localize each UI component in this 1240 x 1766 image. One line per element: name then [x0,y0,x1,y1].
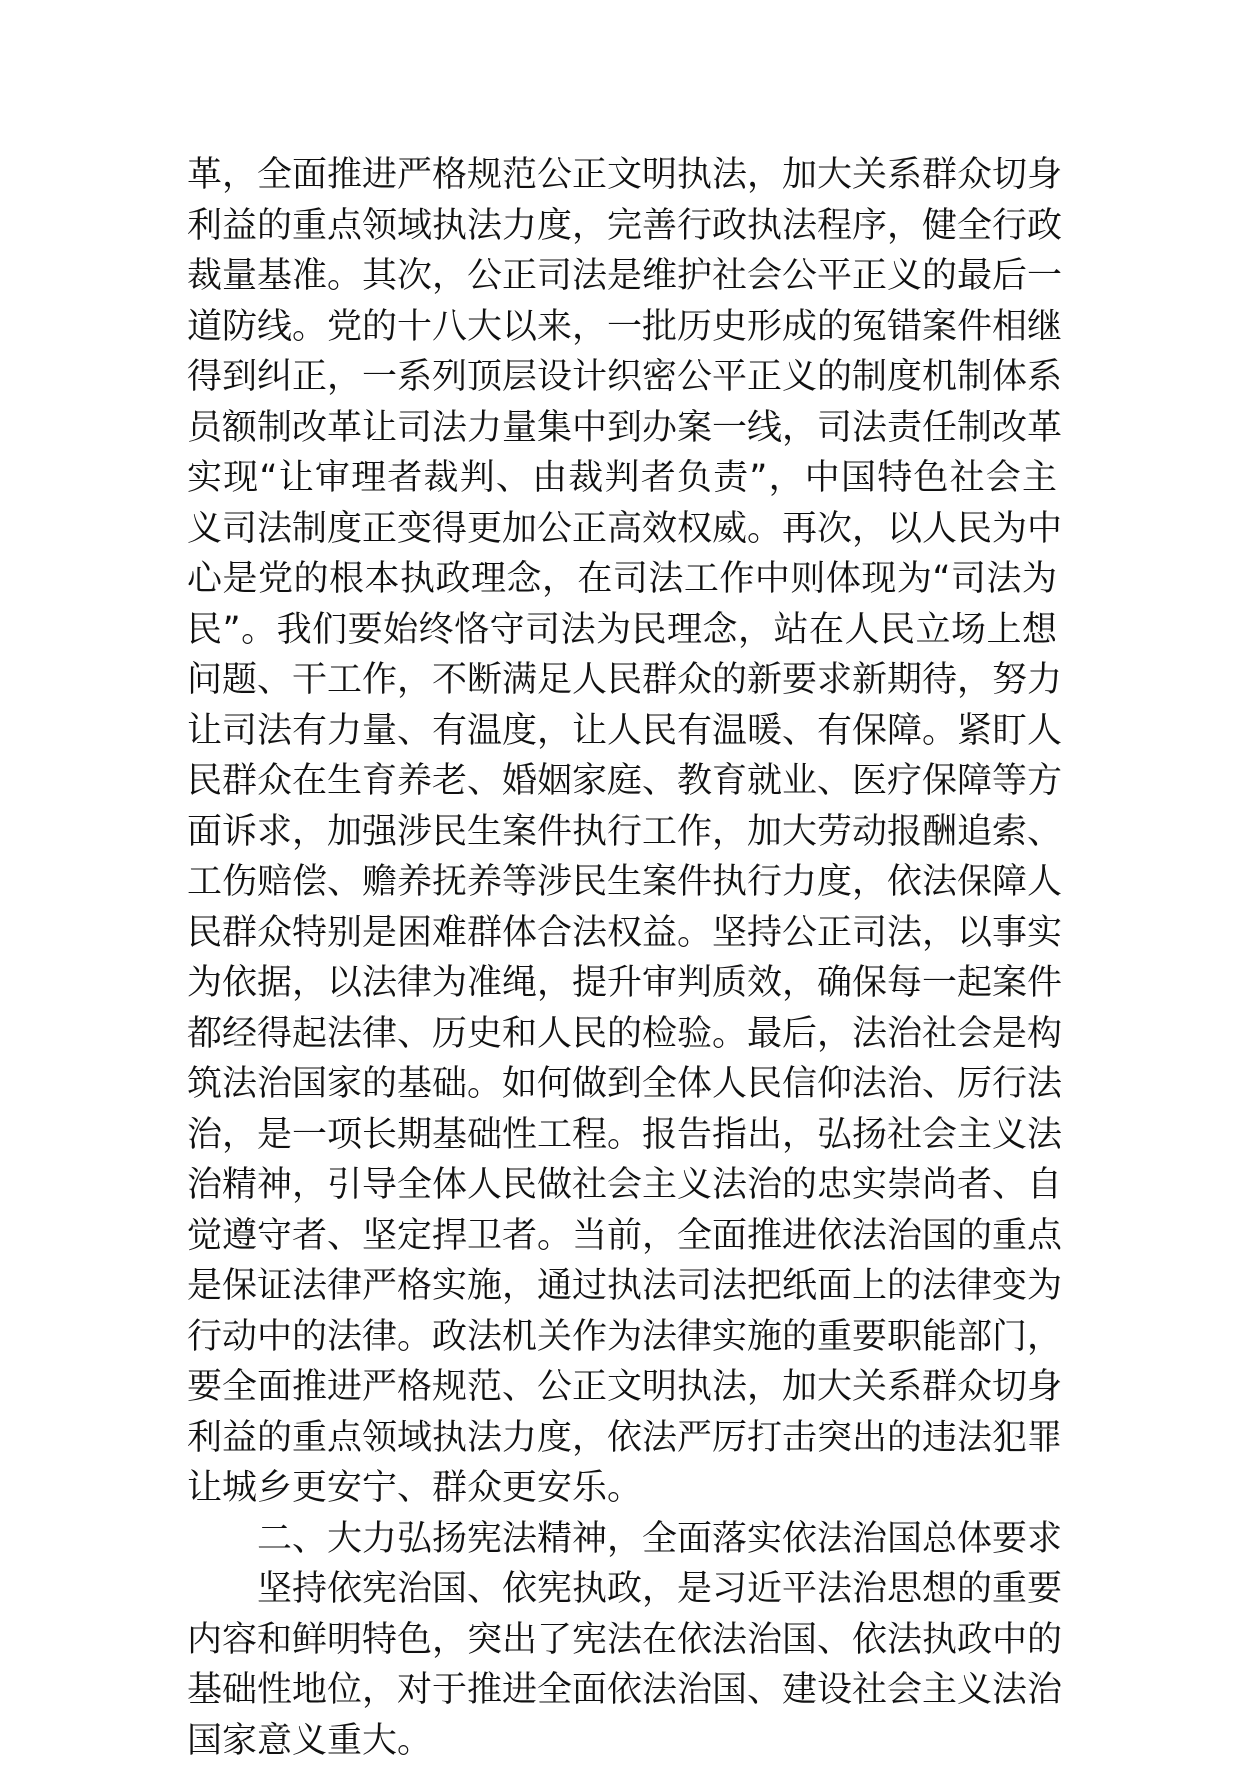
document-body [187,150,1057,1766]
text-line: 让城乡更安宁、群众更安乐。 [187,1463,1057,1514]
text-line: 筑法治国家的基础。如何做到全体人民信仰法治、厉行法 [187,1059,1057,1110]
text-line: 道防线。党的十八大以来，一批历史形成的冤错案件相继 [187,302,1057,353]
text-line: 要全面推进严格规范、公正文明执法，加大关系群众切身 [187,1362,1057,1413]
text-line: 国家意义重大。 [187,1716,1057,1766]
text-line: 面诉求，加强涉民生案件执行工作，加大劳动报酬追索、 [187,807,1057,858]
paragraph-2 [187,1564,1057,1766]
text-line: 利益的重点领域执法力度，依法严厉打击突出的违法犯罪 [187,1413,1057,1464]
text-line: 行动中的法律。政法机关作为法律实施的重要职能部门， [187,1312,1057,1363]
text-line: 实现“让审理者裁判、由裁判者负责”，中国特色社会主 [187,453,1057,504]
text-line: 觉遵守者、坚定捍卫者。当前，全面推进依法治国的重点 [187,1211,1057,1262]
text-line: 治精神，引导全体人民做社会主义法治的忠实崇尚者、自 [187,1160,1057,1211]
text-line: 问题、干工作，不断满足人民群众的新要求新期待，努力 [187,655,1057,706]
text-line: 裁量基准。其次，公正司法是维护社会公平正义的最后一 [187,251,1057,302]
text-line: 义司法制度正变得更加公正高效权威。再次，以人民为中 [187,504,1057,555]
text-line: 员额制改革让司法力量集中到办案一线，司法责任制改革 [187,403,1057,454]
text-line: 治，是一项长期基础性工程。报告指出，弘扬社会主义法 [187,1110,1057,1161]
text-line: 民群众特别是困难群体合法权益。坚持公正司法，以事实 [187,908,1057,959]
text-line: 基础性地位，对于推进全面依法治国、建设社会主义法治 [187,1665,1057,1716]
text-line: 得到纠正，一系列顶层设计织密公平正义的制度机制体系 [187,352,1057,403]
text-line: 让司法有力量、有温度，让人民有温暖、有保障。紧盯人 [187,706,1057,757]
text-line: 革，全面推进严格规范公正文明执法，加大关系群众切身 [187,150,1057,201]
text-line: 为依据，以法律为准绳，提升审判质效，确保每一起案件 [187,958,1057,1009]
text-line: 内容和鲜明特色，突出了宪法在依法治国、依法执政中的 [187,1615,1057,1666]
text-line: 工伤赔偿、赡养抚养等涉民生案件执行力度，依法保障人 [187,857,1057,908]
text-line: 心是党的根本执政理念，在司法工作中则体现为“司法为 [187,554,1057,605]
paragraph-1 [187,150,1057,1514]
text-line: 是保证法律严格实施，通过执法司法把纸面上的法律变为 [187,1261,1057,1312]
text-line: 民”。我们要始终恪守司法为民理念，站在人民立场上想 [187,605,1057,656]
text-line: 都经得起法律、历史和人民的检验。最后，法治社会是构 [187,1009,1057,1060]
text-line: 民群众在生育养老、婚姻家庭、教育就业、医疗保障等方 [187,756,1057,807]
text-line: 坚持依宪治国、依宪执政，是习近平法治思想的重要 [187,1564,1057,1615]
section-heading: 二、大力弘扬宪法精神，全面落实依法治国总体要求 [187,1514,1057,1565]
text-line: 利益的重点领域执法力度，完善行政执法程序，健全行政 [187,201,1057,252]
